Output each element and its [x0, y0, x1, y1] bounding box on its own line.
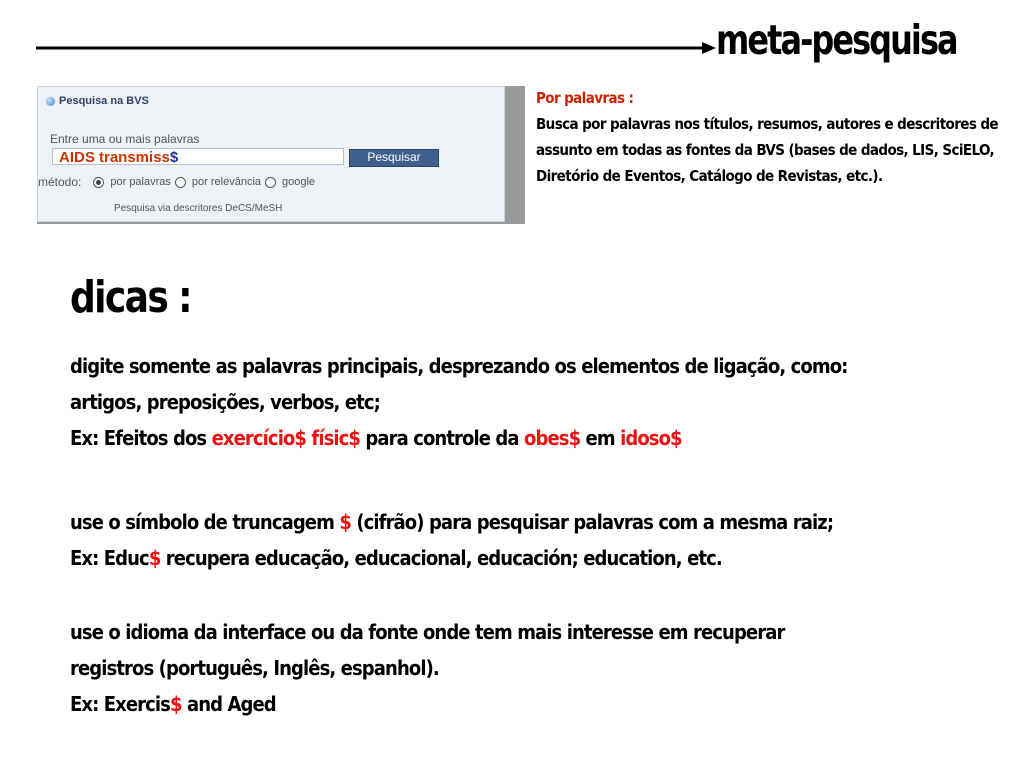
tip-3-ex-suffix: and Aged	[181, 692, 276, 716]
description-title: Por palavras :	[536, 89, 634, 107]
tip-2-line-1	[70, 504, 970, 540]
radio-por-palavras[interactable]	[93, 177, 104, 188]
panel-header-title: Pesquisa na BVS	[59, 95, 149, 107]
descriptors-link[interactable]: Pesquisa via descritores DeCS/MeSH	[114, 203, 283, 214]
method-label: método:	[38, 175, 82, 189]
description-block	[536, 85, 1006, 189]
tip-2-line-1-suffix: (cifrão) para pesquisar palavras com a mesma raiz;	[350, 510, 834, 534]
page-title: meta-pesquisa	[716, 16, 957, 64]
tip-3-line-1: use o idioma da interface ou da fonte onde tem mais interesse em recuperar	[70, 620, 785, 644]
tip-2-line-1-prefix: use o símbolo de truncagem	[70, 510, 340, 534]
tip-2-ex-prefix: Ex: Educ	[70, 546, 149, 570]
radio-label-por-palavras: por palavras	[110, 176, 171, 188]
tip-1-ex-red-2: obes$	[524, 426, 581, 450]
radio-label-por-relevancia: por relevância	[191, 176, 261, 188]
tip-3-line-2: registros (português, Inglês, espanhol).	[70, 656, 439, 680]
blue-dot-icon	[46, 97, 55, 106]
tip-1-line-2: artigos, preposições, verbos, etc;	[70, 390, 380, 414]
tip-2-line-1-red: $	[339, 510, 351, 534]
entry-label: Entre uma ou mais palavras	[50, 132, 200, 146]
radio-google[interactable]	[265, 177, 276, 188]
tip-3-example	[70, 686, 970, 722]
radio-por-relevancia[interactable]	[175, 177, 186, 188]
description-body: Busca por palavras nos títulos, resumos, autores e descritores de assunto em todas as fontes da BVS (bases de dados, LIS, SciELO, Diretório de Eventos, Catálogo de Revistas, etc.).	[536, 115, 998, 185]
tip-1-ex-prefix: Ex: Efeitos dos	[70, 426, 212, 450]
tips-heading: dicas :	[70, 272, 191, 323]
search-panel	[37, 86, 505, 222]
search-widget-screenshot	[37, 86, 525, 224]
tip-3-ex-red: $	[169, 692, 182, 716]
search-input[interactable]	[52, 148, 344, 165]
method-row	[38, 175, 315, 189]
search-input-value: AIDS transmiss	[59, 149, 170, 166]
tip-1-ex-mid-2: em	[580, 426, 621, 450]
tip-3	[70, 614, 970, 722]
tip-3-ex-prefix: Ex: Exercis	[70, 692, 170, 716]
search-button[interactable]: Pesquisar	[349, 149, 439, 167]
panel-header	[46, 95, 149, 107]
tip-2-ex-red: $	[148, 546, 161, 570]
tip-2-example	[70, 540, 970, 576]
tip-1-ex-mid-1: para controle da	[360, 426, 524, 450]
header-arrow-icon	[36, 40, 716, 56]
tip-1	[70, 348, 970, 456]
tip-2-ex-suffix: recupera educação, educacional, educación; education, etc.	[160, 546, 722, 570]
radio-label-google: google	[282, 176, 316, 188]
tip-1-ex-red-1: exercício$ físic$	[211, 426, 361, 450]
tip-1-ex-red-3: idoso$	[620, 426, 682, 450]
search-input-dollar: $	[169, 149, 179, 166]
tip-1-example	[70, 420, 970, 456]
tip-2	[70, 504, 970, 576]
tip-1-line-1: digite somente as palavras principais, desprezando os elementos de ligação, como:	[70, 354, 848, 378]
